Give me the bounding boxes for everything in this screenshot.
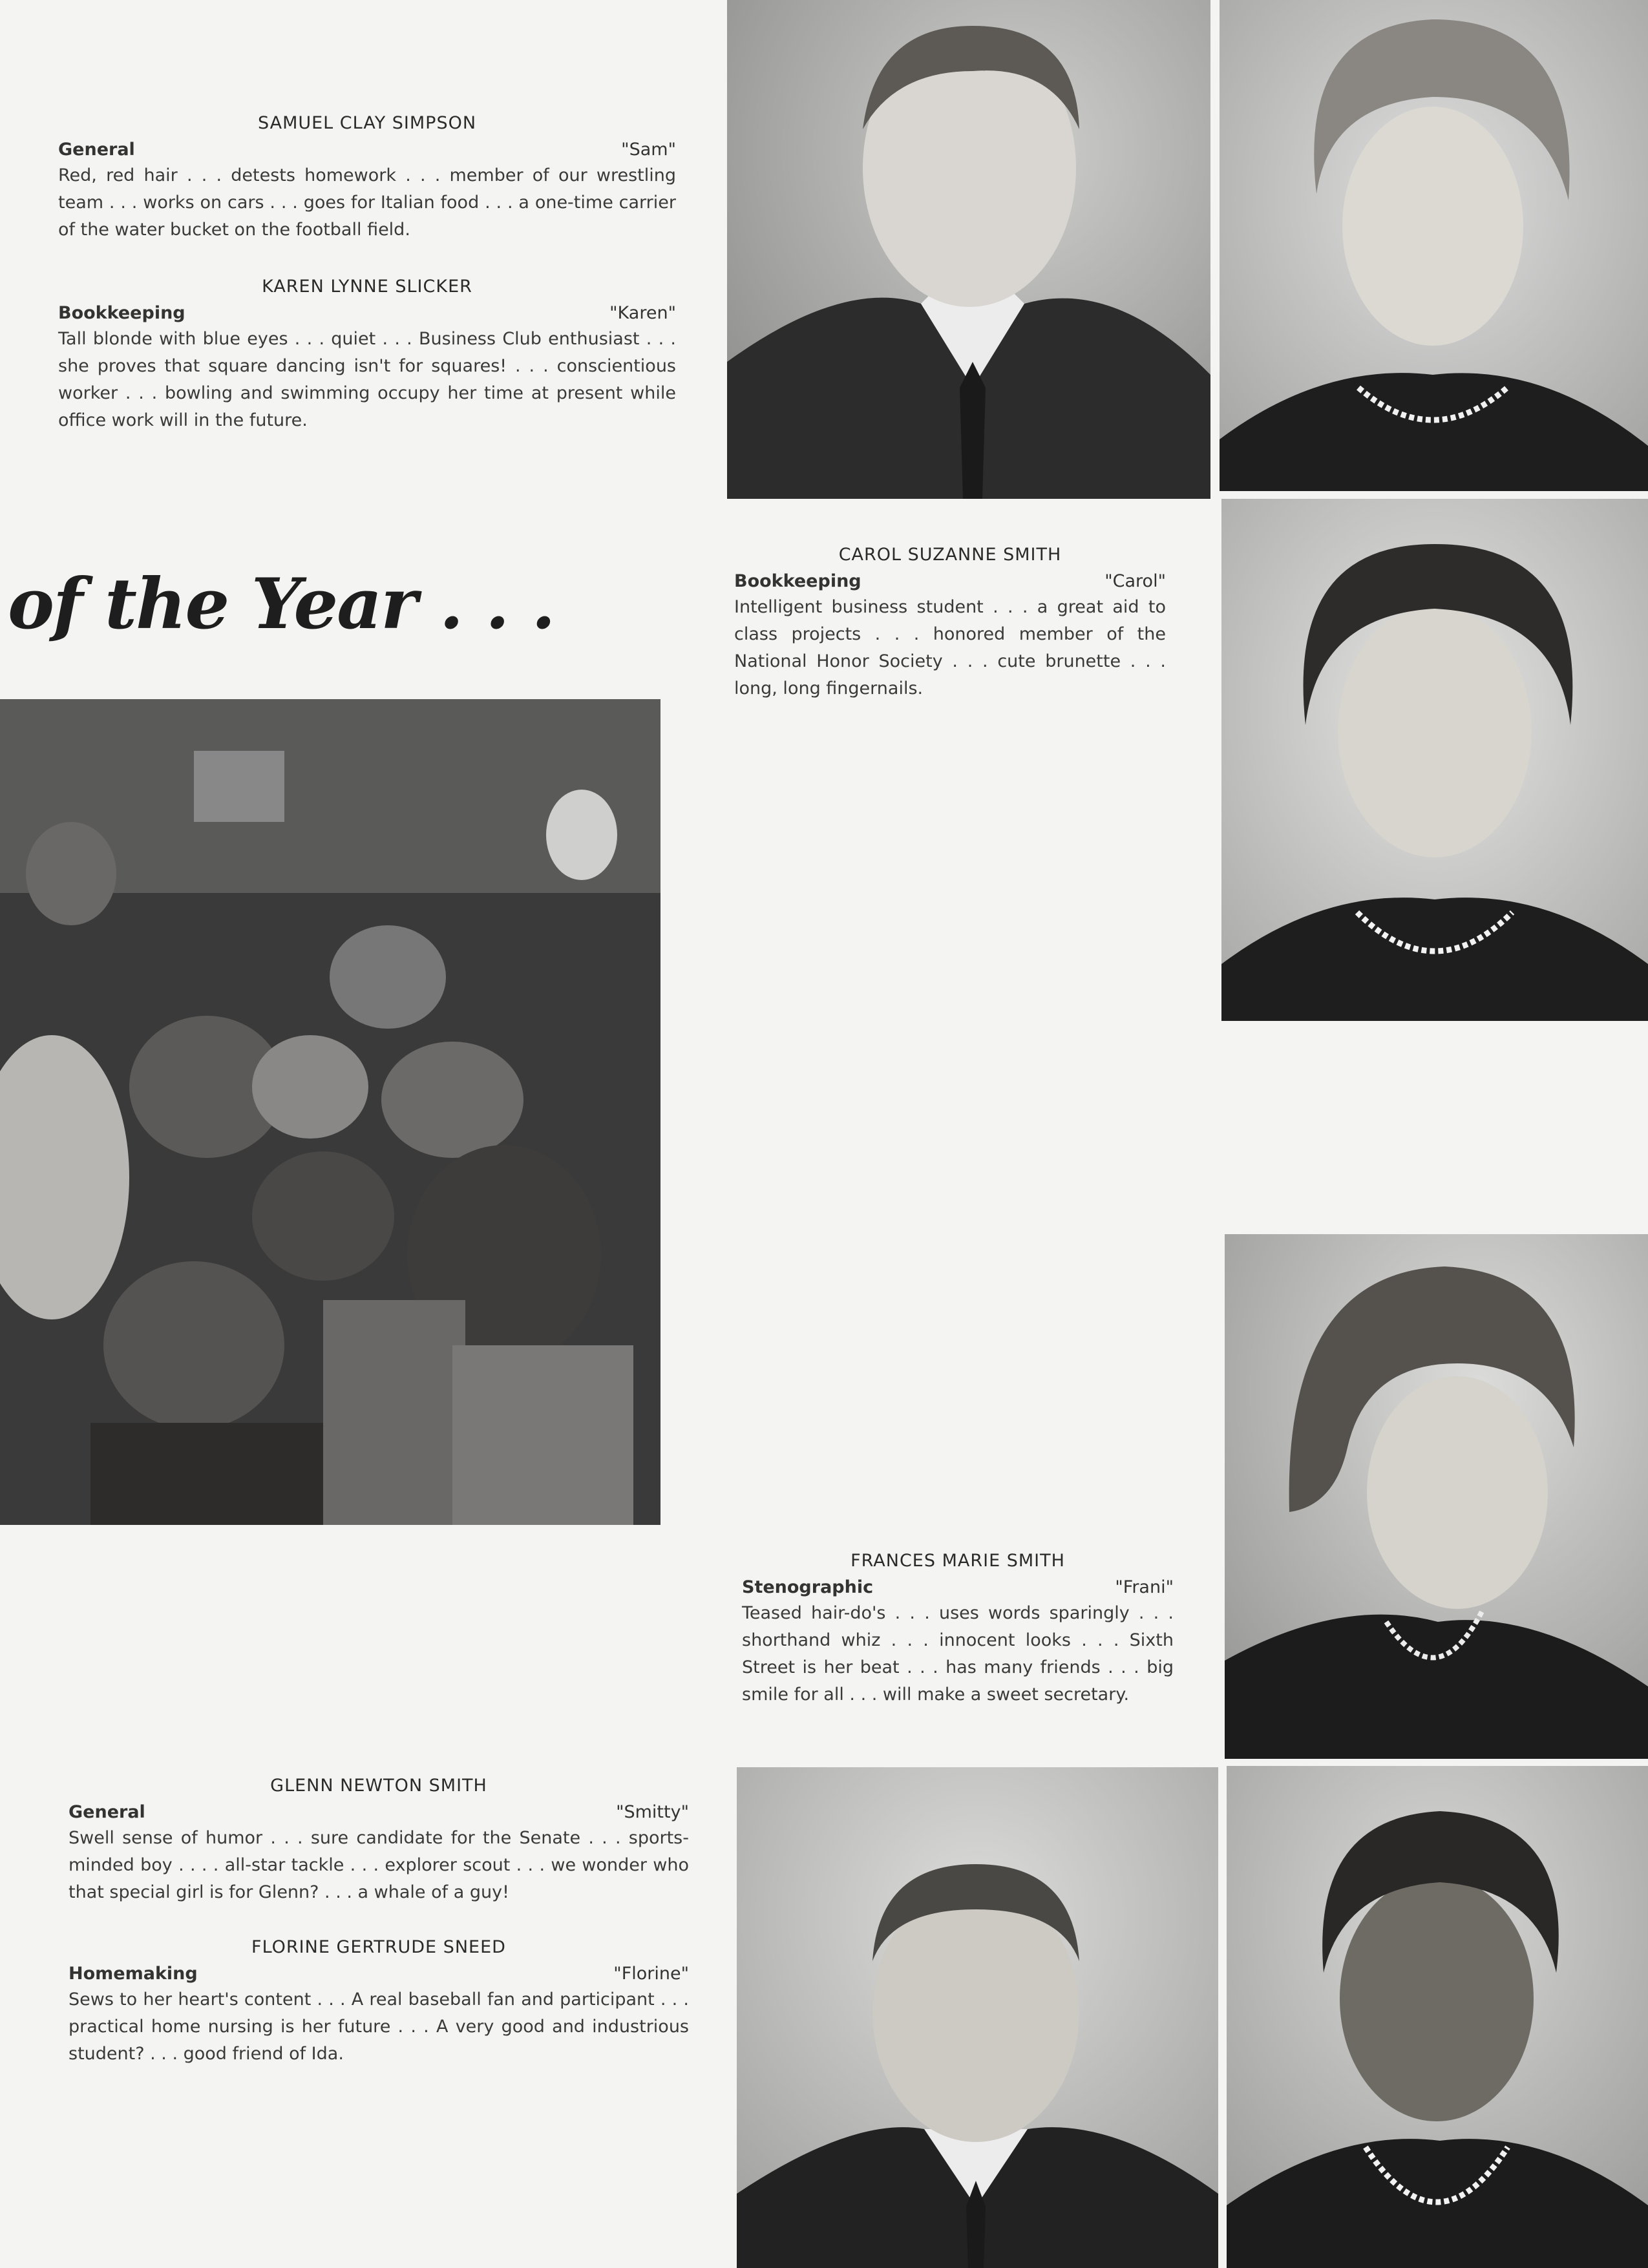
course-label: General (69, 1802, 145, 1822)
student-name: GLENN NEWTON SMITH (270, 1776, 487, 1796)
course-label: General (58, 140, 135, 160)
bio-karen-slicker (58, 277, 676, 434)
nickname: "Sam" (621, 140, 676, 160)
course-label: Bookkeeping (58, 303, 185, 323)
student-name: CAROL SUZANNE SMITH (838, 545, 1062, 565)
bio-frances-smith (742, 1551, 1174, 1708)
course-label: Homemaking (69, 1964, 198, 1984)
portrait-frances-smith (1225, 1234, 1648, 1759)
course-label: Bookkeeping (734, 571, 861, 591)
nickname: "Smitty" (616, 1802, 689, 1822)
bio-text: Teased hair-do's . . . uses words sparingly . . . shorthand whiz . . . innocent looks . . . Sixth Street is her beat . . . has many friends . . . big smile for all . . . will make a sweet secretary. (742, 1603, 1174, 1705)
nickname: "Florine" (613, 1964, 689, 1984)
portrait-karen-slicker (1220, 0, 1648, 491)
nickname: "Karen" (609, 303, 676, 323)
bio-text: Swell sense of humor . . . sure candidate for the Senate . . . sports-minded boy . . . . all-star tackle . . . explorer scout . . . we wonder who that special girl is for Glenn? . . . a whale of a guy! (69, 1828, 689, 1902)
portrait-glenn-smith (737, 1767, 1218, 2268)
section-heading: of the Year . . . (8, 563, 555, 645)
course-label: Stenographic (742, 1577, 874, 1597)
student-name: KAREN LYNNE SLICKER (262, 277, 472, 297)
nickname: "Frani" (1115, 1577, 1174, 1597)
bio-florine-sneed (69, 1937, 689, 2068)
student-name: FLORINE GERTRUDE SNEED (251, 1937, 506, 1957)
bio-text: Intelligent business student . . . a great aid to class projects . . . honored member of the National Honor Society . . . cute brunette . . . long, long fingernails. (734, 597, 1166, 698)
portrait-carol-smith (1221, 499, 1648, 1021)
portrait-samuel-simpson (727, 0, 1210, 499)
bio-text: Red, red hair . . . detests homework . . . member of our wrestling team . . . works on cars . . . goes for Italian food . . . a one-time carrier of the water bucket on the football field. (58, 165, 676, 240)
bio-text: Sews to her heart's content . . . A real baseball fan and participant . . . practical home nursing is her future . . . A very good and industrious student? . . . good friend of Ida. (69, 1990, 689, 2064)
bio-samuel-simpson (58, 113, 676, 244)
student-name: FRANCES MARIE SMITH (850, 1551, 1065, 1571)
bio-glenn-smith (69, 1776, 689, 1906)
bio-carol-smith (734, 545, 1166, 702)
portrait-florine-sneed (1227, 1766, 1648, 2268)
group-photo-cafeteria (0, 699, 660, 1525)
bio-text: Tall blonde with blue eyes . . . quiet . . . Business Club enthusiast . . . she proves that square dancing isn't for squares! . . . conscientious worker . . . bowling and swimming occupy her time at present while office work will in the future. (58, 329, 676, 430)
student-name: SAMUEL CLAY SIMPSON (257, 113, 477, 133)
nickname: "Carol" (1104, 571, 1166, 591)
